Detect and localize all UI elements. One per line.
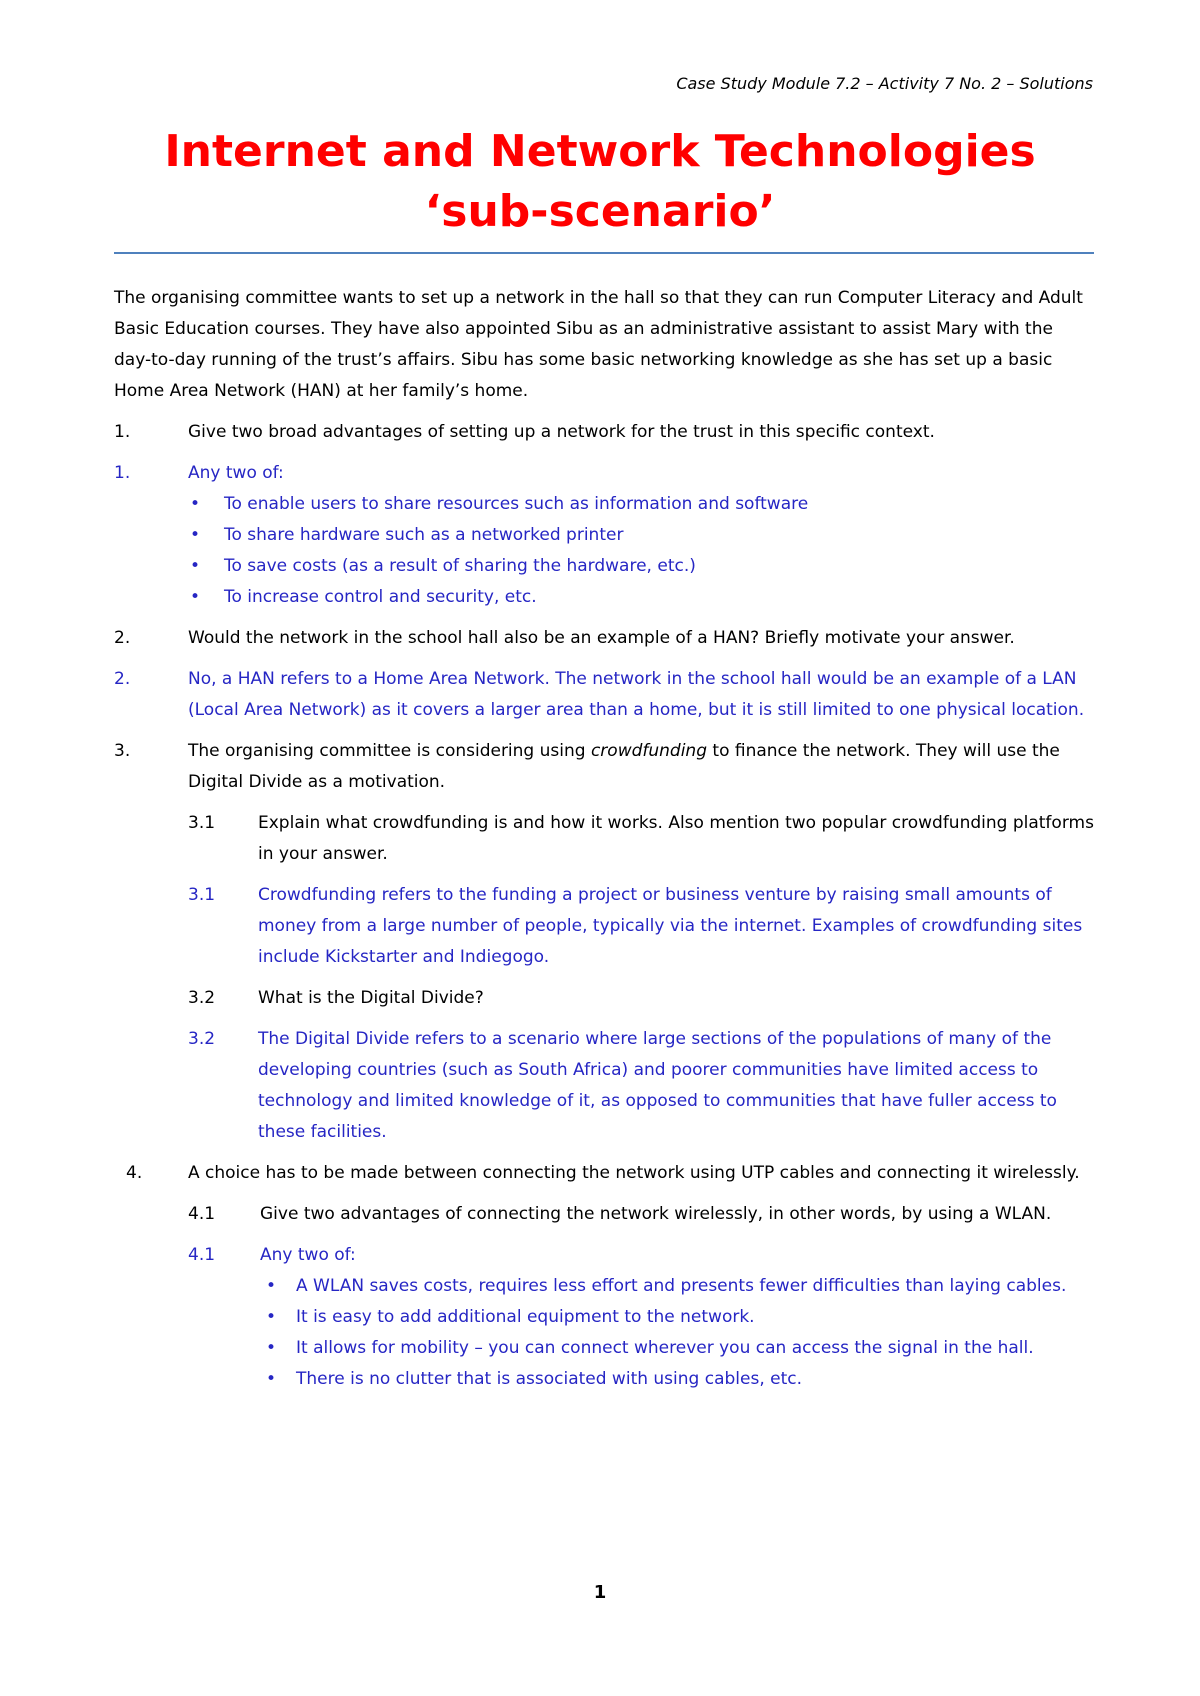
answer-text: Any two of: bbox=[188, 463, 284, 483]
page-header: Case Study Module 7.2 – Activity 7 No. 2 – Solutions bbox=[676, 74, 1093, 93]
answer-text: The Digital Divide refers to a scenario where large sections of the populations of many of the developing countries (such as South Africa) and poorer communities have limited access to technology and limited knowledge of it, as opposed to communities that have fuller access to these facilities. bbox=[258, 1029, 1057, 1142]
question-text-part: The organising committee is considering using bbox=[188, 741, 591, 761]
question-text: Give two advantages of connecting the network wirelessly, in other words, by using a WLAN. bbox=[260, 1204, 1052, 1224]
document-body bbox=[114, 283, 1094, 1405]
intro-paragraph: The organising committee wants to set up a network in the hall so that they can run Computer Literacy and Adult Basic Education courses. They have also appointed Sibu as an administrative assistant to assist Mary with the day-to-day running of the trust’s affairs. Sibu has some basic networking knowledge as she has set up a basic Home Area Network (HAN) at her family’s home. bbox=[114, 288, 1083, 401]
answer-number: 4.1 bbox=[188, 1245, 216, 1265]
question-number: 2. bbox=[114, 628, 131, 648]
question-text: What is the Digital Divide? bbox=[258, 988, 484, 1008]
title-divider bbox=[114, 252, 1094, 254]
answer-1-bullets bbox=[188, 489, 1094, 613]
answer-3-2 bbox=[114, 1024, 1094, 1148]
answer-text: Crowdfunding refers to the funding a project or business venture by raising small amounts of money from a large number of people, typically via the internet. Examples of crowdfunding sites include Kickstarter and Indiegogo. bbox=[258, 885, 1083, 967]
answer-text: Any two of: bbox=[260, 1245, 356, 1265]
answer-text: No, a HAN refers to a Home Area Network. The network in the school hall would be an example of a LAN (Local Area Network) as it covers a larger area than a home, but it is still limited to one physical location. bbox=[188, 669, 1085, 720]
question-text: Explain what crowdfunding is and how it works. Also mention two popular crowdfunding platforms in your answer. bbox=[258, 813, 1094, 864]
list-item: • It is easy to add additional equipment to the network. bbox=[260, 1302, 1094, 1333]
question-number: 1. bbox=[114, 422, 131, 442]
question-1 bbox=[114, 417, 1094, 448]
list-item: • To share hardware such as a networked printer bbox=[188, 520, 1094, 551]
answer-4-1-bullets bbox=[260, 1271, 1094, 1395]
question-2 bbox=[114, 623, 1094, 654]
list-item: • To enable users to share resources such as information and software bbox=[188, 489, 1094, 520]
question-text: Would the network in the school hall also be an example of a HAN? Briefly motivate your answer. bbox=[188, 628, 1015, 648]
list-item: • To increase control and security, etc. bbox=[188, 582, 1094, 613]
question-3-1 bbox=[114, 808, 1094, 870]
answer-4-1 bbox=[114, 1240, 1094, 1271]
question-number: 4.1 bbox=[188, 1204, 216, 1224]
question-3 bbox=[114, 736, 1094, 798]
page-number: 1 bbox=[593, 1582, 607, 1603]
list-item: • There is no clutter that is associated with using cables, etc. bbox=[260, 1364, 1094, 1395]
title-line-2: ‘sub-scenario’ bbox=[424, 186, 776, 237]
question-3-2 bbox=[114, 983, 1094, 1014]
answer-1 bbox=[114, 458, 1094, 489]
answer-number: 1. bbox=[114, 463, 131, 483]
document-title bbox=[0, 122, 1200, 242]
question-text: A choice has to be made between connecting the network using UTP cables and connecting it wirelessly. bbox=[188, 1163, 1080, 1183]
question-number: 3.1 bbox=[188, 813, 216, 833]
question-text-part: to finance the network. They will use the Digital Divide as a motivation. bbox=[188, 741, 1060, 792]
answer-number: 2. bbox=[114, 669, 131, 689]
answer-2 bbox=[114, 664, 1094, 726]
question-number: 3. bbox=[114, 741, 131, 761]
question-text: Give two broad advantages of setting up a network for the trust in this specific context. bbox=[188, 422, 935, 442]
question-text-emphasis: crowdfunding bbox=[590, 741, 707, 761]
list-item: • A WLAN saves costs, requires less effort and presents fewer difficulties than laying cables. bbox=[260, 1271, 1094, 1302]
answer-number: 3.1 bbox=[188, 885, 216, 905]
answer-number: 3.2 bbox=[188, 1029, 216, 1049]
list-item: • To save costs (as a result of sharing the hardware, etc.) bbox=[188, 551, 1094, 582]
answer-3-1 bbox=[114, 880, 1094, 973]
list-item: • It allows for mobility – you can connect wherever you can access the signal in the hall. bbox=[260, 1333, 1094, 1364]
question-text bbox=[188, 736, 1094, 798]
question-4 bbox=[114, 1158, 1094, 1189]
question-number: 4. bbox=[126, 1163, 143, 1183]
question-number: 3.2 bbox=[188, 988, 216, 1008]
question-4-1 bbox=[114, 1199, 1094, 1230]
title-line-1: Internet and Network Technologies bbox=[164, 126, 1036, 177]
